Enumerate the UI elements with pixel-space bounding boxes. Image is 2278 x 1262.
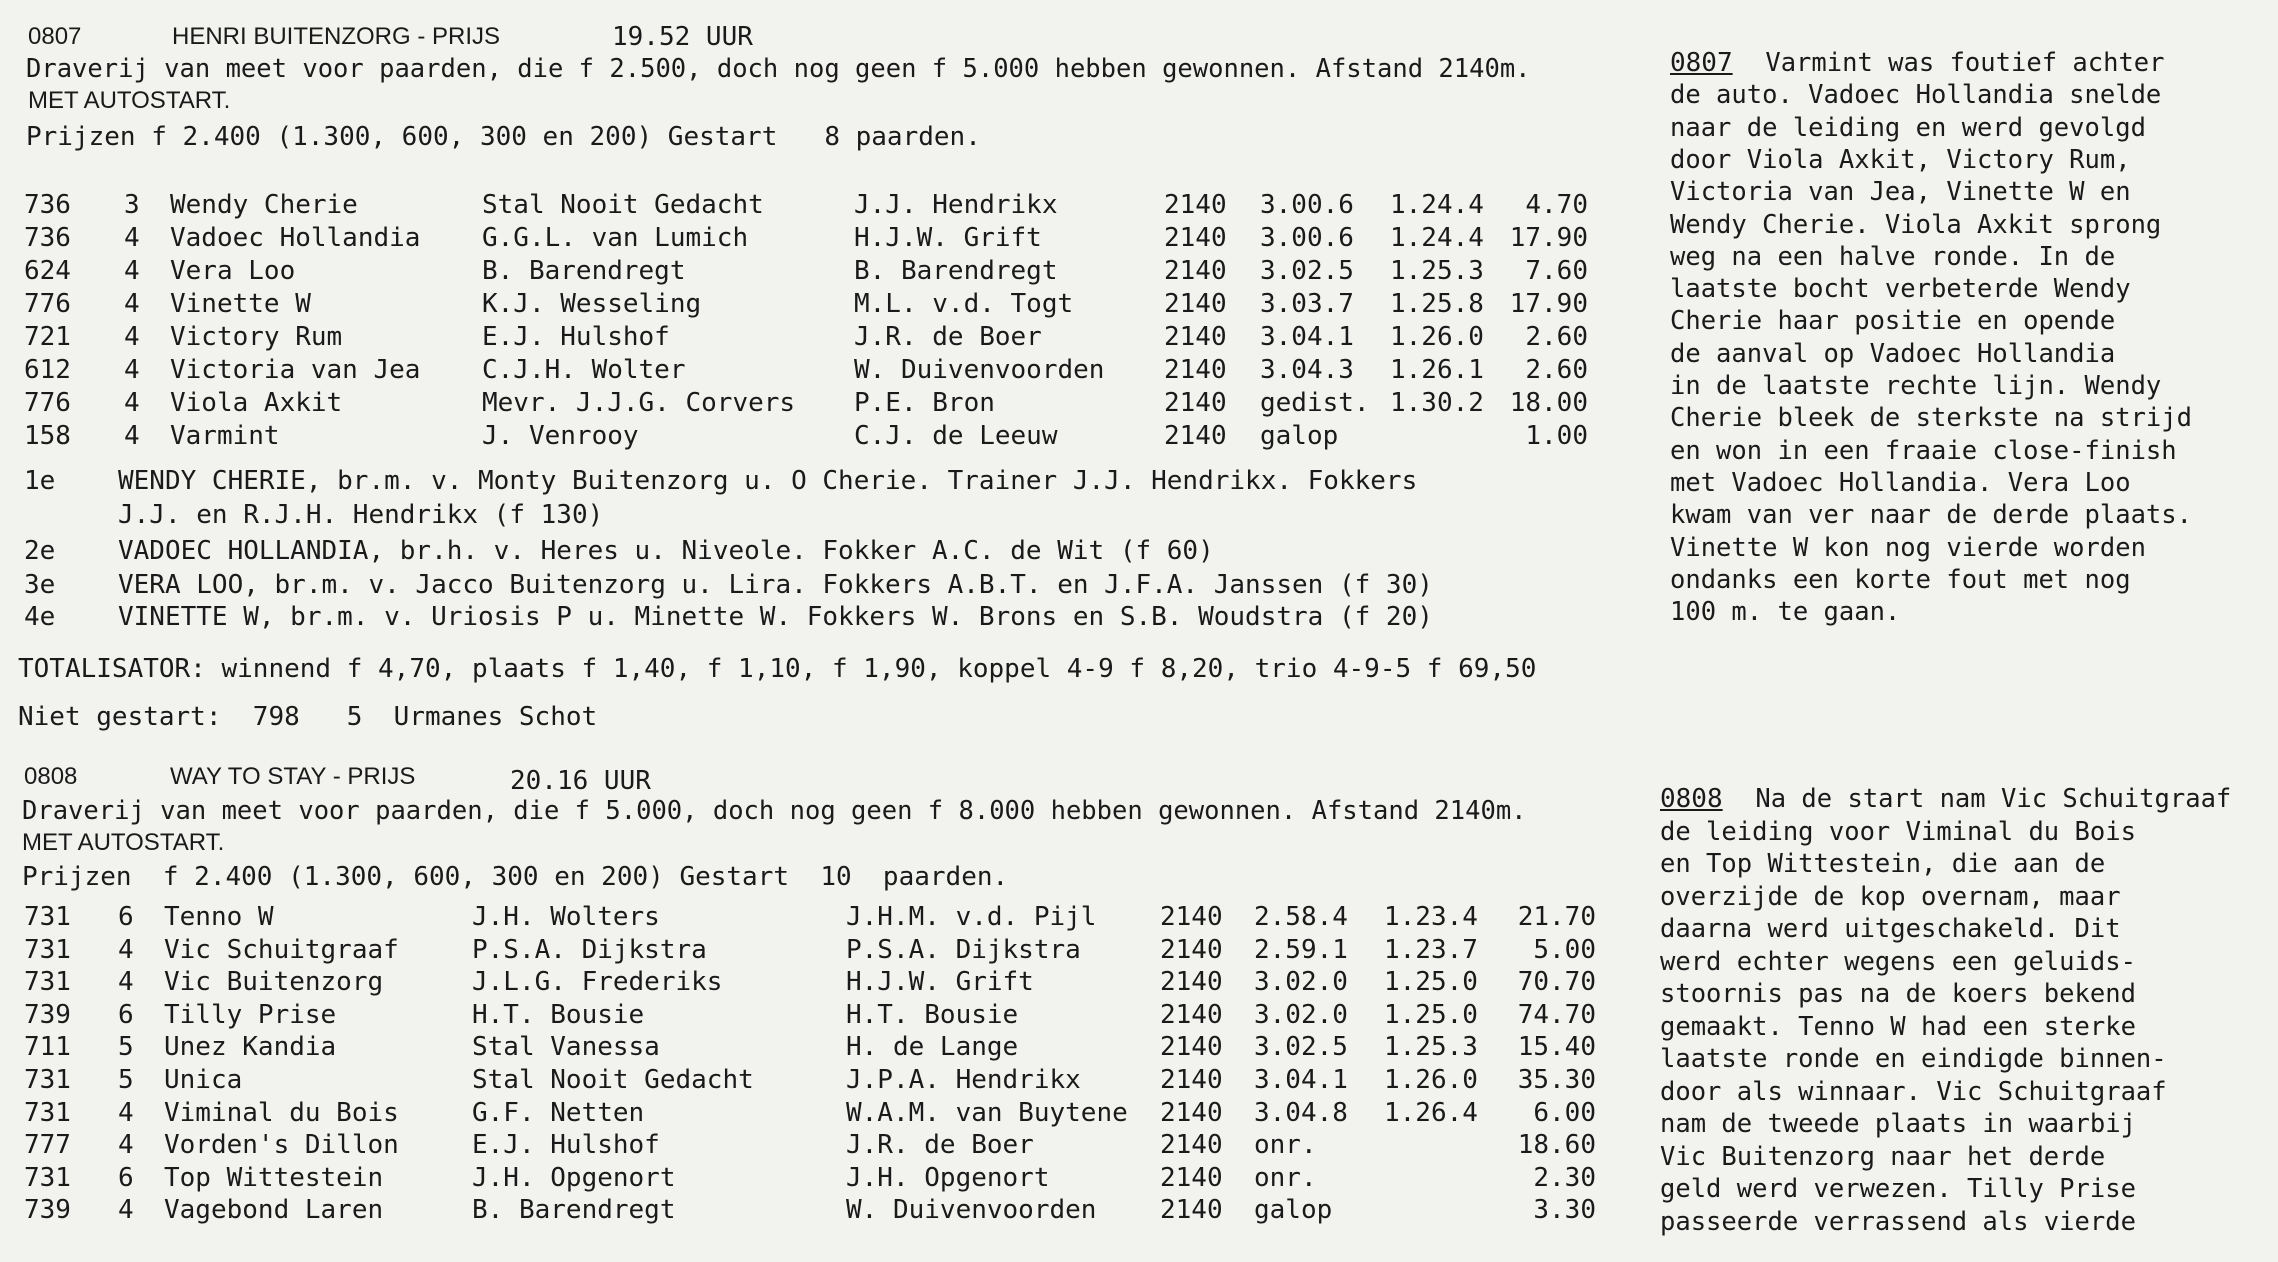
commentary-line: en won in een fraaie close-finish — [1670, 435, 2177, 466]
owner-name: E.J. Hulshof — [472, 1130, 660, 1161]
horse-number: 612 — [24, 355, 71, 385]
race-description: Draverij van meet voor paarden, die f 5.000, doch nog geen f 8.000 hebben gewonnen. Afstand 2140m. — [22, 796, 1527, 826]
km-time: 1.25.3 — [1384, 1032, 1478, 1063]
driver-name: C.J. de Leeuw — [854, 421, 1058, 451]
distance: 2140 — [1164, 256, 1227, 286]
odds: 15.40 — [1517, 1032, 1596, 1063]
horse-number: 776 — [24, 388, 71, 418]
distance: 2140 — [1160, 999, 1223, 1030]
km-time: 1.24.4 — [1390, 223, 1484, 253]
race-time-result: onr. — [1254, 1162, 1317, 1193]
horse-age: 4 — [124, 289, 140, 319]
owner-name: Stal Nooit Gedacht — [472, 1065, 754, 1095]
horse-name: Vera Loo — [170, 256, 296, 286]
driver-name: W. Duivenvoorden — [854, 355, 1105, 385]
odds: 1.00 — [1525, 421, 1588, 451]
race-time-result: 3.02.5 — [1254, 1032, 1348, 1063]
driver-name: H.J.W. Grift — [846, 967, 1034, 998]
placing: 1e — [24, 466, 56, 496]
odds: 21.70 — [1517, 902, 1596, 932]
driver-name: H.J.W. Grift — [854, 223, 1042, 253]
commentary-line: Vic Buitenzorg naar het derde — [1660, 1141, 2106, 1172]
pedigree-text: J.J. en R.J.H. Hendrikx (f 130) — [118, 500, 604, 530]
commentary-line: stoornis pas na de koers bekend — [1660, 979, 2136, 1009]
race-time-result: 2.59.1 — [1254, 934, 1348, 965]
driver-name: H. de Lange — [846, 1032, 1019, 1063]
horse-age: 4 — [124, 322, 140, 352]
km-time: 1.26.0 — [1390, 322, 1484, 352]
placing: 2e — [24, 536, 56, 566]
odds: 2.60 — [1525, 355, 1588, 385]
race-time-result: 3.03.7 — [1260, 289, 1354, 319]
distance: 2140 — [1164, 289, 1227, 319]
km-time: 1.24.4 — [1390, 190, 1484, 220]
horse-age: 5 — [118, 1065, 134, 1095]
commentary-line: door Viola Axkit, Victory Rum, — [1670, 144, 2131, 175]
race-number: 0807 — [28, 23, 82, 50]
horse-name: Unez Kandia — [164, 1032, 337, 1063]
horse-name: Viminal du Bois — [164, 1097, 399, 1128]
commentary-line: Cherie bleek de sterkste na strijd — [1670, 403, 2192, 434]
race-time-result: 3.02.5 — [1260, 256, 1354, 286]
commentary-line: geld werd verwezen. Tilly Prise — [1660, 1174, 2136, 1204]
commentary-line: weg na een halve ronde. In de — [1670, 241, 2116, 272]
horse-name: Top Wittestein — [164, 1162, 384, 1193]
horse-name: Vorden's Dillon — [164, 1130, 399, 1161]
horse-name: Wendy Cherie — [170, 190, 358, 220]
race-time-result: galop — [1260, 421, 1339, 451]
commentary-line: passeerde verrassend als vierde — [1660, 1206, 2136, 1237]
race-number: 0808 — [24, 763, 78, 790]
race-time-result: 3.02.0 — [1254, 999, 1348, 1030]
horse-name: Tenno W — [164, 902, 274, 932]
commentary-line: laatste bocht verbeterde Wendy — [1670, 274, 2131, 305]
horse-age: 4 — [118, 1130, 134, 1161]
race-time-result: gedist. — [1260, 388, 1370, 418]
owner-name: Mevr. J.J.G. Corvers — [482, 388, 796, 418]
placing: 4e — [24, 602, 56, 632]
horse-name: Victoria van Jea — [170, 355, 421, 385]
owner-name: Stal Vanessa — [472, 1032, 660, 1063]
commentary-line: kwam van ver naar de derde plaats. — [1670, 500, 2192, 531]
horse-number: 736 — [24, 223, 71, 253]
driver-name: P.E. Bron — [854, 388, 995, 418]
horse-age: 4 — [124, 355, 140, 385]
horse-number: 731 — [24, 967, 71, 998]
driver-name: B. Barendregt — [854, 256, 1058, 286]
driver-name: J.P.A. Hendrikx — [846, 1065, 1081, 1095]
distance: 2140 — [1164, 388, 1227, 418]
distance: 2140 — [1160, 1032, 1223, 1063]
distance: 2140 — [1160, 1065, 1223, 1095]
owner-name: P.S.A. Dijkstra — [472, 934, 707, 965]
horse-number: 731 — [24, 1162, 71, 1193]
horse-number: 731 — [24, 902, 71, 932]
distance: 2140 — [1164, 190, 1227, 220]
race-time-result: 3.02.0 — [1254, 967, 1348, 998]
race-time-result: galop — [1254, 1195, 1333, 1226]
commentary-line: de aanval op Vadoec Hollandia — [1670, 338, 2116, 369]
commentary-line: werd echter wegens een geluids- — [1660, 946, 2136, 977]
race-prizes: Prijzen f 2.400 (1.300, 600, 300 en 200) Gestart 10 paarden. — [22, 862, 1009, 892]
odds: 18.60 — [1517, 1130, 1596, 1161]
distance: 2140 — [1160, 934, 1223, 965]
race-prizes: Prijzen f 2.400 (1.300, 600, 300 en 200) Gestart 8 paarden. — [26, 122, 981, 152]
commentary-line: laatste ronde en eindigde binnen- — [1660, 1044, 2167, 1074]
km-time: 1.25.3 — [1390, 256, 1484, 286]
commentary-line: daarna werd uitgeschakeld. Dit — [1660, 914, 2121, 944]
km-time: 1.25.8 — [1390, 289, 1484, 319]
km-time: 1.26.0 — [1384, 1065, 1478, 1095]
horse-number: 711 — [24, 1032, 71, 1063]
commentary-line: de auto. Vadoec Hollandia snelde — [1670, 80, 2162, 111]
horse-name: Vic Schuitgraaf — [164, 934, 399, 965]
horse-number: 721 — [24, 322, 71, 352]
commentary-ref: 0807 — [1670, 48, 1733, 78]
distance: 2140 — [1164, 322, 1227, 352]
race-time: 19.52 UUR — [612, 22, 753, 52]
owner-name: Stal Nooit Gedacht — [482, 190, 764, 220]
horse-number: 624 — [24, 256, 71, 286]
race-time-result: 3.00.6 — [1260, 223, 1354, 253]
horse-age: 4 — [118, 1195, 134, 1226]
commentary-line: Varmint was foutief achter — [1750, 48, 2165, 78]
race-time-result: onr. — [1254, 1130, 1317, 1161]
commentary-line: nam de tweede plaats in waarbij — [1660, 1109, 2136, 1139]
horse-number: 776 — [24, 289, 71, 319]
distance: 2140 — [1160, 1195, 1223, 1226]
horse-name: Vic Buitenzorg — [164, 967, 384, 998]
commentary-line: de leiding voor Viminal du Bois — [1660, 816, 2136, 847]
distance: 2140 — [1160, 1162, 1223, 1193]
odds: 6.00 — [1533, 1097, 1596, 1128]
commentary-line: ondanks een korte fout met nog — [1670, 564, 2131, 595]
odds: 4.70 — [1525, 190, 1588, 220]
horse-age: 4 — [118, 934, 134, 965]
commentary-line: Cherie haar positie en opende — [1670, 306, 2116, 337]
commentary-ref: 0808 — [1660, 784, 1723, 814]
horse-age: 6 — [118, 999, 134, 1030]
race-time-result: 2.58.4 — [1254, 902, 1348, 932]
horse-age: 4 — [124, 388, 140, 418]
commentary-line: Victoria van Jea, Vinette W en — [1670, 177, 2131, 208]
horse-name: Viola Axkit — [170, 388, 343, 418]
horse-age: 3 — [124, 190, 140, 220]
distance: 2140 — [1160, 1130, 1223, 1161]
horse-number: 739 — [24, 1195, 71, 1226]
horse-number: 777 — [24, 1130, 71, 1161]
horse-age: 6 — [118, 902, 134, 932]
placing: 3e — [24, 570, 56, 600]
commentary-line: Wendy Cherie. Viola Axkit sprong — [1670, 209, 2162, 240]
horse-age: 4 — [124, 256, 140, 286]
commentary-line: door als winnaar. Vic Schuitgraaf — [1660, 1076, 2167, 1107]
horse-number: 731 — [24, 1097, 71, 1128]
horse-number: 736 — [24, 190, 71, 220]
owner-name: J.H. Wolters — [472, 902, 660, 932]
km-time: 1.26.4 — [1384, 1097, 1478, 1128]
odds: 2.30 — [1533, 1162, 1596, 1193]
race-description: Draverij van meet voor paarden, die f 2.500, doch nog geen f 5.000 hebben gewonnen. Afstand 2140m. — [26, 54, 1531, 84]
owner-name: J.L.G. Frederiks — [472, 967, 723, 998]
commentary-line: en Top Wittestein, die aan de — [1660, 849, 2106, 879]
driver-name: J.H. Opgenort — [846, 1162, 1050, 1193]
owner-name: J.H. Opgenort — [472, 1162, 676, 1193]
horse-name: Unica — [164, 1065, 243, 1095]
driver-name: J.R. de Boer — [854, 322, 1042, 352]
commentary-line: Na de start nam Vic Schuitgraaf — [1740, 784, 2232, 814]
horse-name: Vinette W — [170, 289, 311, 319]
odds: 18.00 — [1509, 388, 1588, 418]
horse-number: 158 — [24, 421, 71, 451]
driver-name: J.J. Hendrikx — [854, 190, 1058, 220]
race-time-result: 3.04.3 — [1260, 355, 1354, 385]
owner-name: G.F. Netten — [472, 1097, 645, 1128]
pedigree-text: VADOEC HOLLANDIA, br.h. v. Heres u. Niveole. Fokker A.C. de Wit (f 60) — [118, 536, 1214, 566]
commentary-line: gemaakt. Tenno W had een sterke — [1660, 1011, 2136, 1042]
driver-name: J.H.M. v.d. Pijl — [846, 902, 1097, 932]
race-time-result: 3.00.6 — [1260, 190, 1354, 220]
owner-name: C.J.H. Wolter — [482, 355, 686, 385]
race-start-type: MET AUTOSTART. — [28, 87, 231, 114]
horse-age: 4 — [124, 223, 140, 253]
owner-name: B. Barendregt — [482, 256, 686, 286]
race-start-type: MET AUTOSTART. — [22, 829, 225, 856]
horse-name: Varmint — [170, 421, 280, 451]
km-time: 1.25.0 — [1384, 967, 1478, 998]
distance: 2140 — [1164, 421, 1227, 451]
driver-name: H.T. Bousie — [846, 999, 1019, 1030]
commentary-line: met Vadoec Hollandia. Vera Loo — [1670, 467, 2131, 498]
odds: 17.90 — [1509, 223, 1588, 253]
horse-name: Tilly Prise — [164, 999, 337, 1030]
commentary-line: Vinette W kon nog vierde worden — [1670, 532, 2146, 563]
commentary-line: naar de leiding en werd gevolgd — [1670, 112, 2146, 143]
race-time-result: 3.04.1 — [1254, 1065, 1348, 1095]
odds: 35.30 — [1517, 1065, 1596, 1095]
driver-name: P.S.A. Dijkstra — [846, 934, 1081, 965]
owner-name: B. Barendregt — [472, 1195, 676, 1226]
race-title: WAY TO STAY - PRIJS — [170, 763, 416, 790]
not-started: Niet gestart: 798 5 Urmanes Schot — [18, 702, 598, 732]
km-time: 1.25.0 — [1384, 999, 1478, 1030]
pedigree-text: WENDY CHERIE, br.m. v. Monty Buitenzorg u. O Cherie. Trainer J.J. Hendrikx. Fokkers — [118, 466, 1418, 496]
totalisator: TOTALISATOR: winnend f 4,70, plaats f 1,40, f 1,10, f 1,90, koppel 4-9 f 8,20, trio 4-9-5 f 69,50 — [18, 654, 1537, 684]
owner-name: K.J. Wesseling — [482, 289, 702, 319]
owner-name: E.J. Hulshof — [482, 322, 670, 352]
distance: 2140 — [1160, 902, 1223, 932]
distance: 2140 — [1164, 355, 1227, 385]
distance: 2140 — [1160, 1097, 1223, 1128]
race-title: HENRI BUITENZORG - PRIJS — [172, 23, 501, 50]
horse-name: Vadoec Hollandia — [170, 223, 421, 253]
commentary-line: 100 m. te gaan. — [1670, 597, 1901, 628]
km-time: 1.26.1 — [1390, 355, 1484, 385]
horse-age: 4 — [118, 967, 134, 998]
distance: 2140 — [1160, 967, 1223, 998]
odds: 70.70 — [1517, 967, 1596, 998]
horse-age: 5 — [118, 1032, 134, 1063]
race-time-result: 3.04.1 — [1260, 322, 1354, 352]
owner-name: G.G.L. van Lumich — [482, 223, 749, 253]
pedigree-text: VERA LOO, br.m. v. Jacco Buitenzorg u. Lira. Fokkers A.B.T. en J.F.A. Janssen (f 30) — [118, 570, 1433, 600]
km-time: 1.23.4 — [1384, 902, 1478, 932]
driver-name: J.R. de Boer — [846, 1130, 1034, 1161]
horse-number: 731 — [24, 934, 71, 965]
distance: 2140 — [1164, 223, 1227, 253]
odds: 2.60 — [1525, 322, 1588, 352]
odds: 7.60 — [1525, 256, 1588, 286]
odds: 3.30 — [1533, 1195, 1596, 1226]
km-time: 1.23.7 — [1384, 934, 1478, 965]
odds: 74.70 — [1517, 999, 1596, 1030]
pedigree-text: VINETTE W, br.m. v. Uriosis P u. Minette W. Fokkers W. Brons en S.B. Woudstra (f 20) — [118, 602, 1433, 632]
commentary-line: overzijde de kop overnam, maar — [1660, 881, 2121, 912]
horse-number: 739 — [24, 999, 71, 1030]
horse-name: Vagebond Laren — [164, 1195, 384, 1226]
race-time: 20.16 UUR — [510, 766, 651, 796]
horse-age: 6 — [118, 1162, 134, 1193]
horse-name: Victory Rum — [170, 322, 343, 352]
race-time-result: 3.04.8 — [1254, 1097, 1348, 1128]
km-time: 1.30.2 — [1390, 388, 1484, 418]
owner-name: J. Venrooy — [482, 421, 639, 451]
driver-name: M.L. v.d. Togt — [854, 289, 1074, 319]
driver-name: W.A.M. van Buytene — [846, 1097, 1128, 1128]
horse-age: 4 — [118, 1097, 134, 1128]
commentary-line: in de laatste rechte lijn. Wendy — [1670, 371, 2162, 401]
owner-name: H.T. Bousie — [472, 999, 645, 1030]
horse-age: 4 — [124, 421, 140, 451]
horse-number: 731 — [24, 1065, 71, 1095]
odds: 5.00 — [1533, 934, 1596, 965]
odds: 17.90 — [1509, 289, 1588, 319]
driver-name: W. Duivenvoorden — [846, 1195, 1097, 1226]
